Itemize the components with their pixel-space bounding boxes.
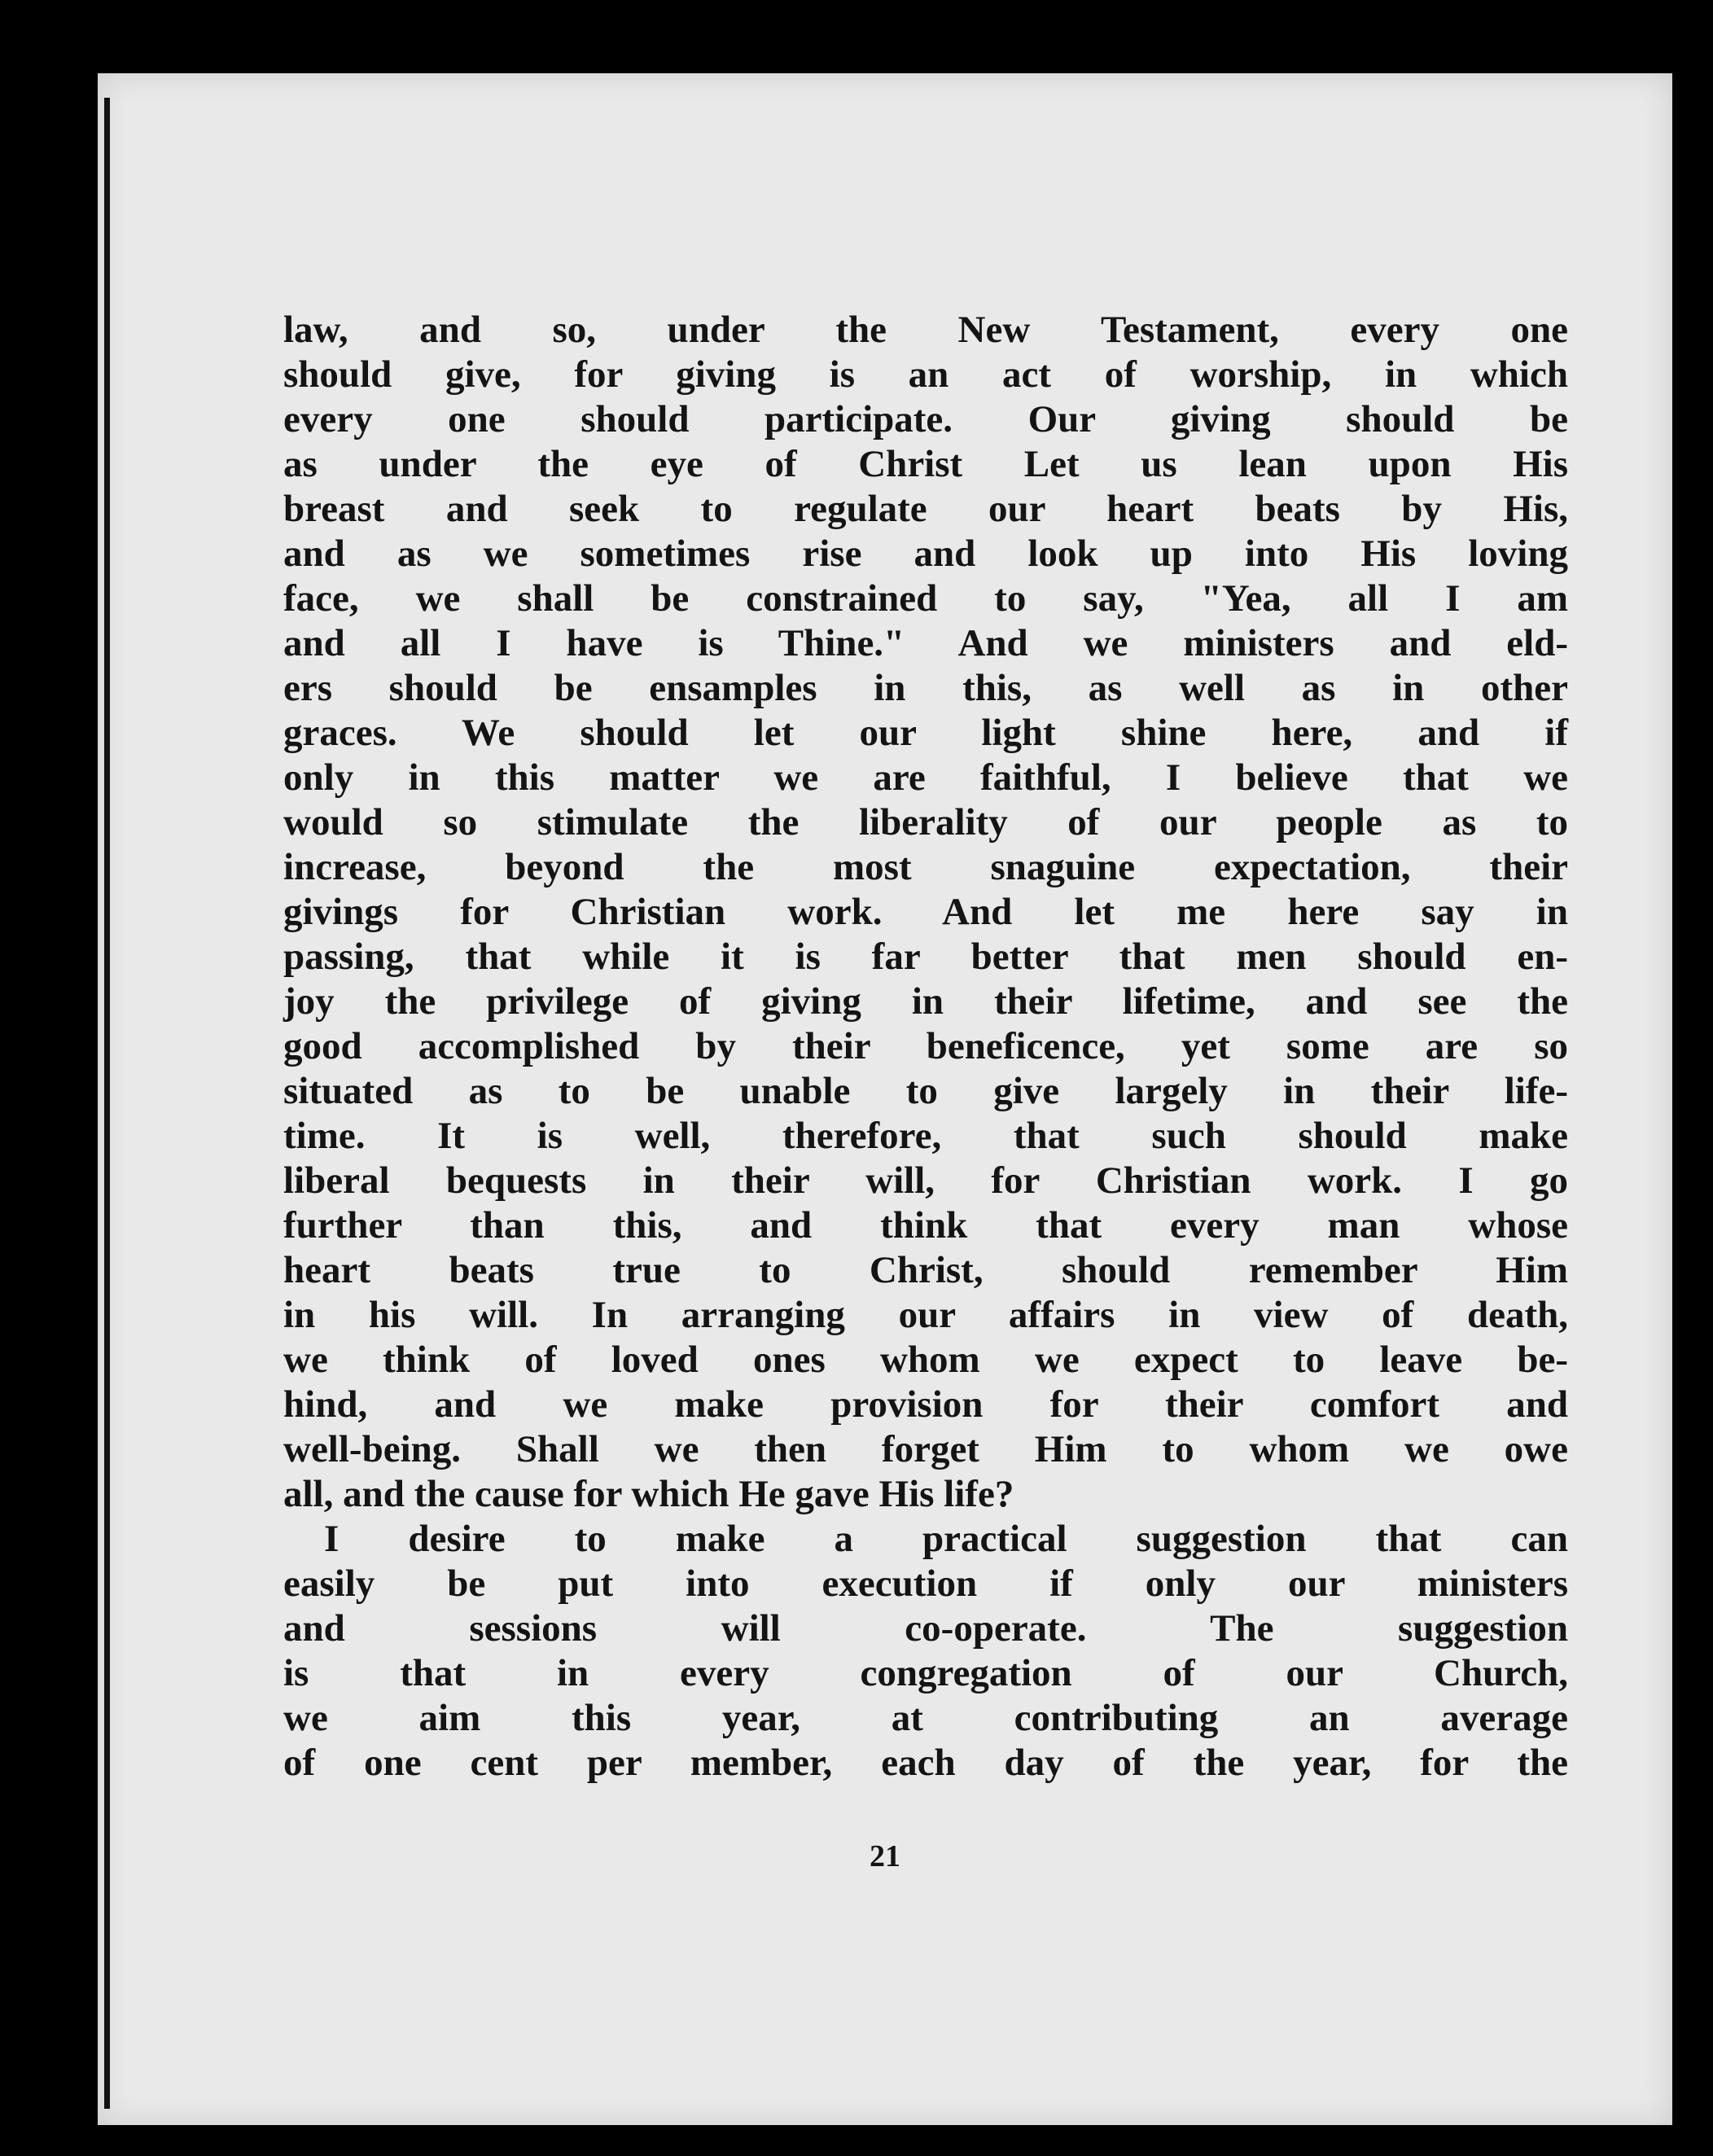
text-line: only in this matter we are faithful, I believe that we [283,756,1568,799]
text-line: hind, and we make provision for their comfort and [283,1383,1568,1426]
text-line: breast and seek to regulate our heart beats by His, [283,488,1568,530]
text-line: is that in every congregation of our Church, [283,1652,1568,1694]
body-text [283,308,1568,1786]
text-line: time. It is well, therefore, that such should make [283,1115,1568,1157]
text-line: well-being. Shall we then forget Him to whom we owe [283,1428,1568,1470]
text-line: easily be put into execution if only our ministers [283,1562,1568,1605]
text-line: as under the eye of Christ Let us lean upon His [283,443,1568,485]
text-line: every one should participate. Our giving should be [283,398,1568,440]
text-line: in his will. In arranging our affairs in view of death, [283,1294,1568,1336]
text-line: joy the privilege of giving in their lifetime, and see the [283,980,1568,1023]
text-line: face, we shall be constrained to say, "Yea, all I am [283,577,1568,620]
text-line: further than this, and think that every man whose [283,1204,1568,1247]
text-line: we think of loved ones whom we expect to leave be- [283,1339,1568,1381]
text-line: all, and the cause for which He gave His life? [283,1473,1014,1515]
text-line: and sessions will co-operate. The suggestion [283,1607,1568,1650]
text-line: good accomplished by their beneficence, yet some are so [283,1025,1568,1067]
text-line: increase, beyond the most snaguine expectation, their [283,846,1568,888]
text-line: situated as to be unable to give largely in their life- [283,1070,1568,1112]
text-line: law, and so, under the New Testament, every one [283,309,1568,351]
paragraph-first-line: I desire to make a practical suggestion that can [324,1518,1568,1560]
text-line: should give, for giving is an act of worship, in which [283,353,1568,396]
book-page [98,73,1672,2125]
text-line: graces. We should let our light shine here, and if [283,712,1568,754]
text-line: we aim this year, at contributing an average [283,1697,1568,1739]
text-line: givings for Christian work. And let me here say in [283,891,1568,933]
page-gutter-rule [104,98,110,2109]
page-number: 21 [870,1839,900,1873]
text-line: liberal bequests in their will, for Christian work. I go [283,1159,1568,1202]
text-line: would so stimulate the liberality of our people as to [283,801,1568,844]
text-line: ers should be ensamples in this, as well as in other [283,667,1568,709]
text-line: heart beats true to Christ, should remember Him [283,1249,1568,1291]
text-line: and all I have is Thine." And we ministers and eld- [283,622,1568,664]
text-line: passing, that while it is far better that men should en- [283,936,1568,978]
text-line: and as we sometimes rise and look up into His loving [283,532,1568,575]
text-line: of one cent per member, each day of the year, for the [283,1742,1568,1784]
